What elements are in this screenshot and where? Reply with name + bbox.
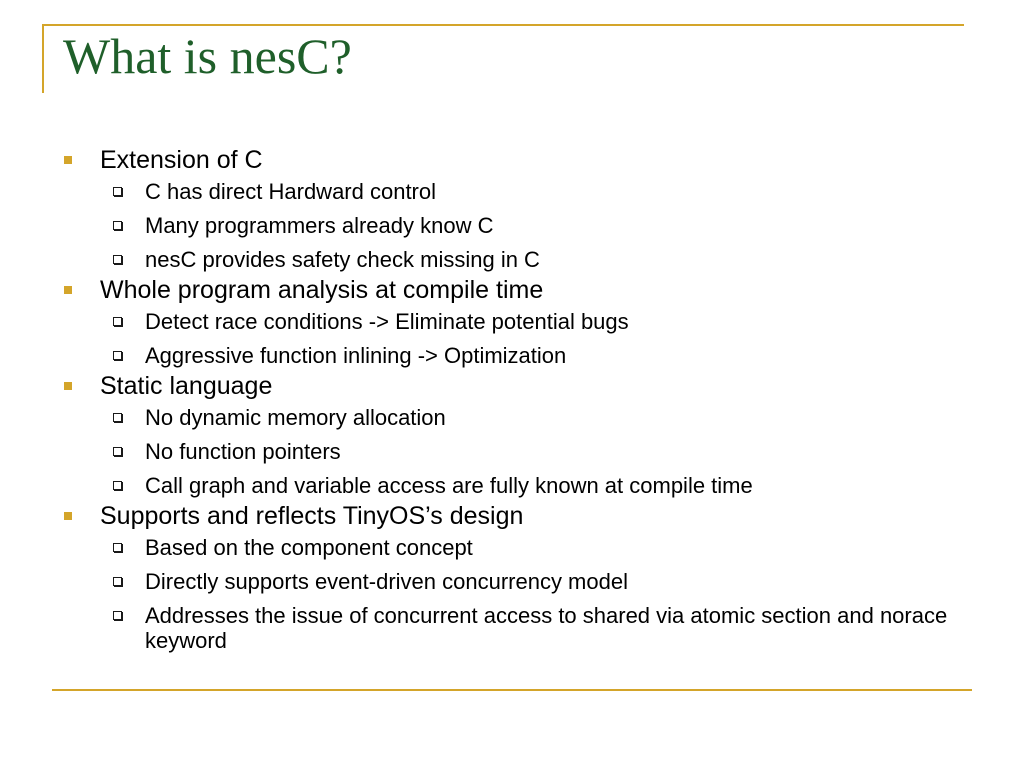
hollow-square-bullet-icon: [113, 577, 122, 586]
bullet-list: [62, 145, 962, 653]
sub-bullet-label: Based on the component concept: [145, 535, 473, 560]
sub-bullet-label: Aggressive function inlining -> Optimization: [145, 343, 567, 368]
hollow-square-bullet-icon: [113, 317, 122, 326]
sub-bullet-item: [62, 473, 962, 498]
sub-bullet-label: Call graph and variable access are fully known at compile time: [145, 473, 753, 498]
hollow-square-bullet-icon: [113, 447, 122, 456]
hollow-square-bullet-icon: [113, 351, 122, 360]
sub-bullet-label: No function pointers: [145, 439, 341, 464]
hollow-square-bullet-icon: [113, 481, 122, 490]
sub-bullet-label: Detect race conditions -> Eliminate potential bugs: [145, 309, 629, 334]
sub-bullet-list: [62, 179, 962, 272]
bullet-label: Whole program analysis at compile time: [100, 276, 544, 304]
sub-bullet-item: [62, 343, 962, 368]
sub-bullet-label: Many programmers already know C: [145, 213, 494, 238]
sub-bullet-item: [62, 247, 962, 272]
sub-bullet-list: [62, 405, 962, 498]
square-bullet-icon: [64, 286, 72, 294]
hollow-square-bullet-icon: [113, 221, 122, 230]
sub-bullet-list: [62, 309, 962, 368]
bullet-item: [62, 371, 962, 498]
sub-bullet-label: nesC provides safety check missing in C: [145, 247, 540, 272]
title-accent-vertical-rule: [42, 24, 44, 93]
hollow-square-bullet-icon: [113, 413, 122, 422]
bullet-item: [62, 275, 962, 368]
square-bullet-icon: [64, 382, 72, 390]
square-bullet-icon: [64, 156, 72, 164]
bottom-rule: [52, 689, 972, 691]
sub-bullet-list: [62, 535, 962, 653]
hollow-square-bullet-icon: [113, 187, 122, 196]
slide-title: What is nesC?: [63, 28, 352, 84]
sub-bullet-label: Addresses the issue of concurrent access to shared via atomic section and norace keyword: [145, 603, 948, 653]
bullet-label: Supports and reflects TinyOS’s design: [100, 502, 524, 530]
sub-bullet-label: Directly supports event-driven concurrency model: [145, 569, 628, 594]
hollow-square-bullet-icon: [113, 543, 122, 552]
bullet-content: [62, 142, 962, 653]
sub-bullet-item: [62, 213, 962, 238]
bullet-item: [62, 501, 962, 653]
sub-bullet-item: [62, 405, 962, 430]
sub-bullet-label: C has direct Hardward control: [145, 179, 437, 204]
sub-bullet-item: [62, 535, 962, 560]
square-bullet-icon: [64, 512, 72, 520]
sub-bullet-label: No dynamic memory allocation: [145, 405, 446, 430]
bullet-item: [62, 145, 962, 272]
sub-bullet-item: [62, 569, 962, 594]
bullet-label: Extension of C: [100, 146, 263, 174]
hollow-square-bullet-icon: [113, 255, 122, 264]
sub-bullet-item: [62, 603, 962, 653]
bullet-label: Static language: [100, 372, 273, 400]
sub-bullet-item: [62, 439, 962, 464]
hollow-square-bullet-icon: [113, 611, 122, 620]
sub-bullet-item: [62, 309, 962, 334]
sub-bullet-item: [62, 179, 962, 204]
